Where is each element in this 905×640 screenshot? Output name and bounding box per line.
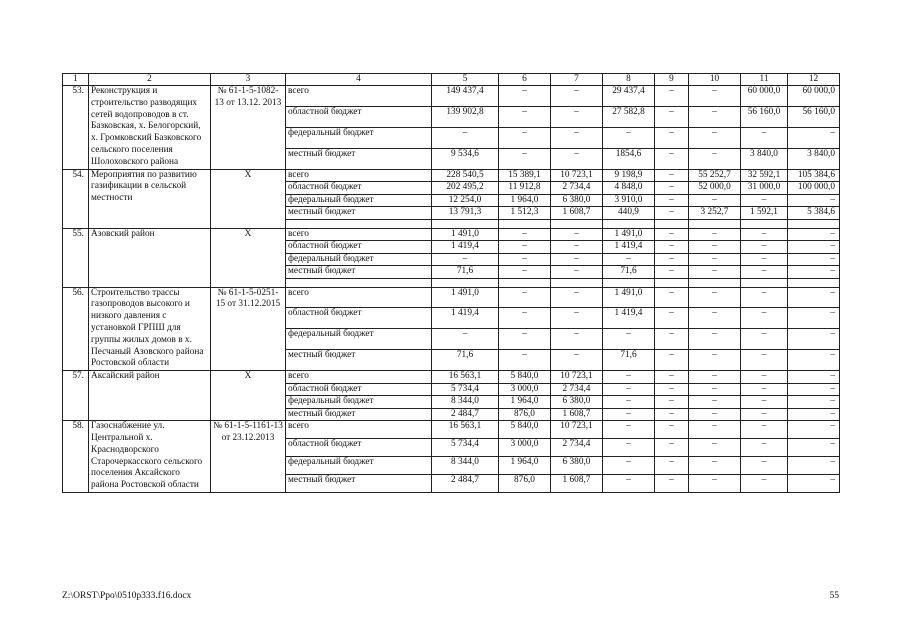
amount-cell: – (741, 396, 788, 409)
amount-cell: 2 734,4 (551, 439, 603, 457)
measure-name: Газоснабжение ул. Центральной х. Краснодворского Старочеркасского сельского поселения Аксайского района Ростовской области (89, 421, 211, 493)
amount-cell: 10 723,1 (551, 169, 603, 182)
row-number: 53. (63, 86, 89, 170)
amount-cell: – (689, 106, 741, 127)
amount-cell: 1 419,4 (603, 241, 655, 254)
amount-cell: 5 384,6 (788, 207, 840, 220)
amount-cell: – (603, 127, 655, 148)
amount-cell: – (432, 127, 499, 148)
amount-cell: – (499, 253, 551, 266)
amount-cell: 71,6 (603, 350, 655, 371)
funding-source: всего (286, 371, 432, 384)
measure-name: Реконструкция и строительство разводящих сетей водопроводов в ст. Базковская, х. Белогорский, х. Громковский Базковского сельского поселения Шолоховского района (89, 86, 211, 170)
amount-cell: 4 848,0 (603, 182, 655, 195)
amount-cell: 10 723,1 (551, 371, 603, 384)
amount-cell: – (788, 194, 840, 207)
amount-cell: 6 380,0 (551, 396, 603, 409)
amount-cell: – (499, 287, 551, 308)
amount-cell: 8 344,0 (432, 457, 499, 475)
amount-cell: – (788, 329, 840, 350)
amount-cell: – (655, 106, 689, 127)
amount-cell: – (655, 86, 689, 107)
funding-source: федеральный бюджет (286, 457, 432, 475)
funding-source: всего (286, 228, 432, 241)
amount-cell: 8 344,0 (432, 396, 499, 409)
funding-source: федеральный бюджет (286, 253, 432, 266)
amount-cell: 13 791,3 (432, 207, 499, 220)
amount-cell: – (603, 474, 655, 492)
amount-cell: 9 198,9 (603, 169, 655, 182)
amount-cell: – (655, 439, 689, 457)
column-header: 11 (741, 74, 788, 86)
amount-cell: – (551, 287, 603, 308)
amount-cell: – (741, 457, 788, 475)
column-header: 2 (89, 74, 211, 86)
funding-source: федеральный бюджет (286, 329, 432, 350)
amount-cell: – (655, 421, 689, 439)
amount-cell: – (689, 329, 741, 350)
spacer-cell (499, 219, 551, 228)
column-header: 10 (689, 74, 741, 86)
amount-cell: – (741, 253, 788, 266)
spacer-cell (432, 278, 499, 287)
amount-cell: 10 723,1 (551, 421, 603, 439)
amount-cell: – (689, 408, 741, 421)
amount-cell: – (655, 148, 689, 169)
column-header: 9 (655, 74, 689, 86)
spacer-cell (788, 219, 840, 228)
amount-cell: 29 437,4 (603, 86, 655, 107)
funding-source: местный бюджет (286, 408, 432, 421)
row-number: 55. (63, 228, 89, 287)
amount-cell: – (432, 253, 499, 266)
amount-cell: – (551, 266, 603, 279)
measure-name: Азовский район (89, 228, 211, 287)
amount-cell: – (551, 228, 603, 241)
amount-cell: – (689, 439, 741, 457)
row-number: 58. (63, 421, 89, 493)
amount-cell: 1 491,0 (603, 228, 655, 241)
amount-cell: 60 000,0 (741, 86, 788, 107)
amount-cell: 3 000,0 (499, 439, 551, 457)
amount-cell: 1 419,4 (432, 308, 499, 329)
amount-cell: 2 734,4 (551, 182, 603, 195)
table-row (63, 421, 840, 439)
amount-cell: 16 563,1 (432, 421, 499, 439)
spacer-cell (603, 278, 655, 287)
funding-source: федеральный бюджет (286, 396, 432, 409)
amount-cell: 1 964,0 (499, 457, 551, 475)
column-header: 1 (63, 74, 89, 86)
spacer-cell (286, 278, 432, 287)
funding-source: областной бюджет (286, 439, 432, 457)
amount-cell: – (603, 421, 655, 439)
amount-cell: 2 484,7 (432, 474, 499, 492)
amount-cell: – (655, 127, 689, 148)
amount-cell: – (499, 127, 551, 148)
amount-cell: – (741, 194, 788, 207)
amount-cell: 139 902,8 (432, 106, 499, 127)
amount-cell: – (741, 228, 788, 241)
amount-cell: – (499, 329, 551, 350)
funding-source: всего (286, 86, 432, 107)
amount-cell: – (499, 148, 551, 169)
row-number: 56. (63, 287, 89, 371)
amount-cell: 1854,6 (603, 148, 655, 169)
amount-cell: 27 582,8 (603, 106, 655, 127)
amount-cell: – (655, 287, 689, 308)
funding-source: местный бюджет (286, 148, 432, 169)
amount-cell: – (689, 148, 741, 169)
amount-cell: – (689, 287, 741, 308)
amount-cell: – (788, 396, 840, 409)
amount-cell: 1 608,7 (551, 474, 603, 492)
measure-name: Строительство трассы газопроводов высокого и низкого давления с установкой ГРПШ для группы жилых домов в х. Песчаный Азовского района Ростовской области (89, 287, 211, 371)
amount-cell: 5 734,4 (432, 439, 499, 457)
spacer-cell (551, 278, 603, 287)
document-reference: Х (211, 371, 286, 421)
amount-cell: 1 491,0 (432, 287, 499, 308)
funding-source: областной бюджет (286, 106, 432, 127)
amount-cell: – (655, 383, 689, 396)
amount-cell: – (741, 383, 788, 396)
amount-cell: – (499, 266, 551, 279)
amount-cell: – (499, 106, 551, 127)
amount-cell: 1 608,7 (551, 408, 603, 421)
amount-cell: 100 000,0 (788, 182, 840, 195)
amount-cell: 149 437,4 (432, 86, 499, 107)
amount-cell: – (551, 148, 603, 169)
amount-cell: 3 252,7 (689, 207, 741, 220)
column-header: 4 (286, 74, 432, 86)
amount-cell: – (432, 329, 499, 350)
amount-cell: – (603, 408, 655, 421)
column-header: 12 (788, 74, 840, 86)
amount-cell: – (655, 371, 689, 384)
amount-cell: – (603, 329, 655, 350)
funding-source: местный бюджет (286, 350, 432, 371)
amount-cell: – (788, 228, 840, 241)
funding-source: федеральный бюджет (286, 127, 432, 148)
funding-source: областной бюджет (286, 182, 432, 195)
amount-cell: – (741, 421, 788, 439)
funding-source: областной бюджет (286, 308, 432, 329)
amount-cell: – (689, 371, 741, 384)
document-reference: Х (211, 169, 286, 228)
amount-cell: – (551, 253, 603, 266)
amount-cell: – (689, 474, 741, 492)
funding-source: местный бюджет (286, 474, 432, 492)
amount-cell: – (689, 253, 741, 266)
amount-cell: 32 592,1 (741, 169, 788, 182)
amount-cell: – (551, 127, 603, 148)
amount-cell: 5 734,4 (432, 383, 499, 396)
amount-cell: 6 380,0 (551, 457, 603, 475)
funding-source: всего (286, 421, 432, 439)
table-row (63, 228, 840, 241)
spacer-cell (432, 219, 499, 228)
spacer-cell (741, 278, 788, 287)
amount-cell: 71,6 (603, 266, 655, 279)
amount-cell: 5 840,0 (499, 421, 551, 439)
amount-cell: 1 592,1 (741, 207, 788, 220)
amount-cell: – (788, 371, 840, 384)
amount-cell: – (788, 287, 840, 308)
amount-cell: – (788, 457, 840, 475)
budget-table (62, 73, 840, 493)
amount-cell: 2 484,7 (432, 408, 499, 421)
amount-cell: – (499, 241, 551, 254)
amount-cell: – (689, 241, 741, 254)
amount-cell: – (655, 457, 689, 475)
amount-cell: 56 160,0 (741, 106, 788, 127)
amount-cell: 228 540,5 (432, 169, 499, 182)
amount-cell: – (741, 287, 788, 308)
amount-cell: – (788, 474, 840, 492)
amount-cell: 56 160,0 (788, 106, 840, 127)
amount-cell: – (788, 439, 840, 457)
amount-cell: – (655, 241, 689, 254)
document-reference: Х (211, 228, 286, 287)
amount-cell: – (499, 228, 551, 241)
amount-cell: – (741, 329, 788, 350)
amount-cell: – (603, 383, 655, 396)
amount-cell: – (603, 457, 655, 475)
amount-cell: – (689, 86, 741, 107)
amount-cell: – (741, 241, 788, 254)
amount-cell: 15 389,1 (499, 169, 551, 182)
spacer-cell (741, 219, 788, 228)
amount-cell: 1 608,7 (551, 207, 603, 220)
amount-cell: 3 910,0 (603, 194, 655, 207)
table-row (63, 287, 840, 308)
column-header: 6 (499, 74, 551, 86)
amount-cell: – (689, 308, 741, 329)
table-row (63, 86, 840, 107)
amount-cell: – (551, 86, 603, 107)
amount-cell: – (655, 228, 689, 241)
amount-cell: – (603, 396, 655, 409)
amount-cell: 52 000,0 (689, 182, 741, 195)
amount-cell: – (655, 266, 689, 279)
spacer-cell (551, 219, 603, 228)
funding-source: всего (286, 169, 432, 182)
amount-cell: – (689, 127, 741, 148)
table-row (63, 169, 840, 182)
amount-cell: – (788, 350, 840, 371)
amount-cell: 5 840,0 (499, 371, 551, 384)
amount-cell: – (603, 253, 655, 266)
amount-cell: – (741, 308, 788, 329)
amount-cell: – (741, 474, 788, 492)
amount-cell: 71,6 (432, 350, 499, 371)
amount-cell: – (689, 266, 741, 279)
amount-cell: 1 419,4 (603, 308, 655, 329)
amount-cell: – (788, 127, 840, 148)
amount-cell: – (689, 421, 741, 439)
spacer-cell (499, 278, 551, 287)
amount-cell: 1 491,0 (432, 228, 499, 241)
document-reference: № 61-1-5-1161-13 от 23.12.2013 (211, 421, 286, 493)
amount-cell: – (788, 408, 840, 421)
amount-cell: – (655, 207, 689, 220)
spacer-cell (689, 219, 741, 228)
column-header: 5 (432, 74, 499, 86)
amount-cell: 6 380,0 (551, 194, 603, 207)
amount-cell: – (603, 439, 655, 457)
column-header: 3 (211, 74, 286, 86)
amount-cell: – (655, 253, 689, 266)
amount-cell: 3 000,0 (499, 383, 551, 396)
file-path: Z:\ORST\Ppo\0510p333.f16.docx (62, 591, 192, 601)
amount-cell: – (788, 383, 840, 396)
funding-source: местный бюджет (286, 266, 432, 279)
amount-cell: – (741, 439, 788, 457)
amount-cell: – (655, 474, 689, 492)
amount-cell: – (741, 266, 788, 279)
amount-cell: – (551, 106, 603, 127)
amount-cell: 876,0 (499, 474, 551, 492)
amount-cell: 202 495,2 (432, 182, 499, 195)
table-header-row (63, 74, 840, 86)
row-number: 54. (63, 169, 89, 228)
amount-cell: 1 512,3 (499, 207, 551, 220)
funding-source: всего (286, 287, 432, 308)
amount-cell: – (741, 371, 788, 384)
amount-cell: – (655, 169, 689, 182)
amount-cell: 3 840,0 (788, 148, 840, 169)
amount-cell: – (551, 329, 603, 350)
amount-cell: – (689, 228, 741, 241)
amount-cell: – (655, 308, 689, 329)
amount-cell: – (655, 194, 689, 207)
amount-cell: – (655, 350, 689, 371)
document-reference: № 61-1-5-0251-15 от 31.12.2015 (211, 287, 286, 371)
amount-cell: 71,6 (432, 266, 499, 279)
measure-name: Мероприятия по развитию газификации в сельской местности (89, 169, 211, 228)
amount-cell: – (655, 182, 689, 195)
amount-cell: 2 734,4 (551, 383, 603, 396)
amount-cell: – (499, 308, 551, 329)
page-number: 55 (829, 591, 839, 601)
amount-cell: – (788, 253, 840, 266)
spacer-cell (689, 278, 741, 287)
amount-cell: – (741, 127, 788, 148)
column-header: 7 (551, 74, 603, 86)
amount-cell: – (655, 329, 689, 350)
amount-cell: 1 964,0 (499, 194, 551, 207)
amount-cell: 55 252,7 (689, 169, 741, 182)
funding-source: областной бюджет (286, 241, 432, 254)
amount-cell: 16 563,1 (432, 371, 499, 384)
amount-cell: – (655, 396, 689, 409)
table-row (63, 371, 840, 384)
funding-source: федеральный бюджет (286, 194, 432, 207)
amount-cell: 11 912,8 (499, 182, 551, 195)
document-reference: № 61-1-5-1082-13 от 13.12. 2013 (211, 86, 286, 170)
amount-cell: – (741, 350, 788, 371)
amount-cell: – (499, 350, 551, 371)
amount-cell: – (788, 266, 840, 279)
amount-cell: – (551, 350, 603, 371)
amount-cell: – (689, 383, 741, 396)
amount-cell: 440,9 (603, 207, 655, 220)
column-header: 8 (603, 74, 655, 86)
spacer-cell (655, 219, 689, 228)
funding-source: областной бюджет (286, 383, 432, 396)
amount-cell: – (551, 241, 603, 254)
row-number: 57. (63, 371, 89, 421)
amount-cell: – (689, 396, 741, 409)
amount-cell: 1 419,4 (432, 241, 499, 254)
amount-cell: 876,0 (499, 408, 551, 421)
amount-cell: 105 384,6 (788, 169, 840, 182)
amount-cell: – (689, 350, 741, 371)
spacer-cell (655, 278, 689, 287)
amount-cell: – (551, 308, 603, 329)
amount-cell: – (689, 457, 741, 475)
spacer-cell (286, 219, 432, 228)
amount-cell: 60 000,0 (788, 86, 840, 107)
amount-cell: – (603, 371, 655, 384)
amount-cell: 3 840,0 (741, 148, 788, 169)
spacer-cell (603, 219, 655, 228)
amount-cell: – (788, 308, 840, 329)
amount-cell: – (655, 408, 689, 421)
measure-name: Аксайский район (89, 371, 211, 421)
amount-cell: 1 491,0 (603, 287, 655, 308)
amount-cell: 9 534,6 (432, 148, 499, 169)
amount-cell: 31 000,0 (741, 182, 788, 195)
amount-cell: – (788, 241, 840, 254)
amount-cell: – (689, 194, 741, 207)
amount-cell: – (741, 408, 788, 421)
funding-source: местный бюджет (286, 207, 432, 220)
spacer-cell (788, 278, 840, 287)
amount-cell: – (499, 86, 551, 107)
amount-cell: 1 964,0 (499, 396, 551, 409)
amount-cell: 12 254,0 (432, 194, 499, 207)
amount-cell: – (788, 421, 840, 439)
